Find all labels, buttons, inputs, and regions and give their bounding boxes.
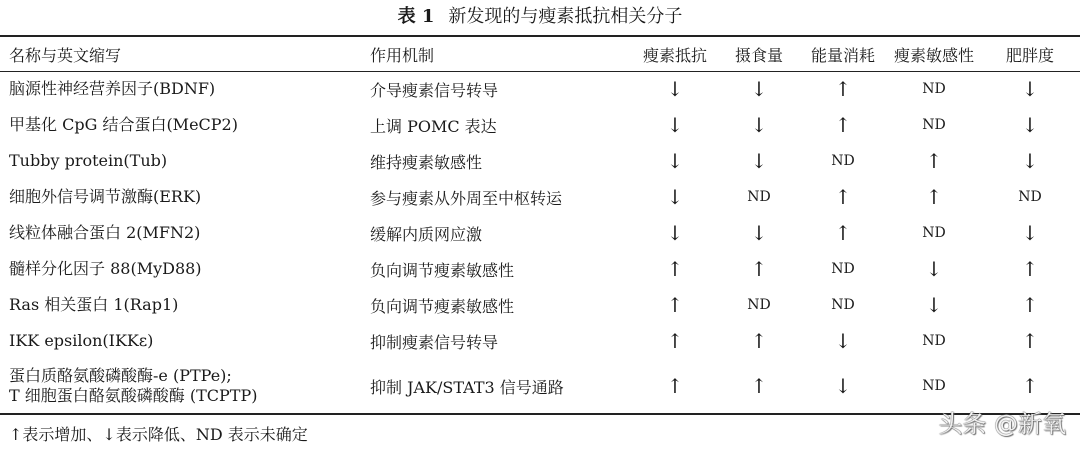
watermark: 头条 @新氧	[938, 410, 1066, 438]
cell-resistance: ↑	[666, 329, 684, 353]
cell-sensitivity: ND	[922, 117, 946, 133]
cell-resistance: ↑	[666, 374, 684, 398]
cell-obesity: ↑	[1021, 329, 1039, 353]
cell-resistance: ↓	[666, 185, 684, 209]
cell-sensitivity: ↑	[925, 149, 943, 173]
cell-name	[0, 143, 370, 179]
cell-obesity: ↑	[1021, 374, 1039, 398]
table-title: 新发现的与瘦素抵抗相关分子	[448, 6, 683, 27]
cell-obesity: ↑	[1021, 293, 1039, 317]
cell-sensitivity: ND	[922, 378, 946, 394]
cell-name	[0, 107, 370, 143]
cell-name	[0, 179, 370, 215]
cell-intake: ↑	[750, 257, 768, 281]
name-line: 线粒体融合蛋白 2(MFN2)	[9, 223, 201, 242]
cell-mechanism: 负向调节瘦素敏感性	[370, 260, 515, 280]
cell-sensitivity: ↓	[925, 293, 943, 317]
table-row	[0, 71, 1080, 107]
name-line: 细胞外信号调节激酶(ERK)	[9, 187, 202, 206]
table-caption	[0, 6, 1080, 28]
table-header-row	[0, 37, 1080, 71]
cell-mechanism: 缓解内质网应激	[370, 224, 483, 244]
cell-mechanism: 维持瘦素敏感性	[370, 152, 483, 172]
header-resistance: 瘦素抵抗	[642, 45, 707, 65]
table-row	[0, 215, 1080, 251]
cell-energy: ↑	[834, 221, 852, 245]
name-line: T 细胞蛋白酪氨酸磷酸酶 (TCPTP)	[9, 386, 258, 405]
cell-intake: ↑	[750, 329, 768, 353]
name-line: IKK epsilon(IKKε)	[9, 331, 154, 350]
cell-name	[0, 215, 370, 251]
name-line: 脑源性神经营养因子(BDNF)	[9, 79, 216, 98]
cell-name	[0, 323, 370, 359]
cell-energy: ND	[831, 153, 855, 169]
cell-mechanism: 上调 POMC 表达	[370, 116, 497, 136]
cell-obesity: ↓	[1021, 149, 1039, 173]
header-energy: 能量消耗	[810, 45, 875, 65]
cell-resistance: ↓	[666, 149, 684, 173]
cell-resistance: ↑	[666, 293, 684, 317]
table-row	[0, 107, 1080, 143]
name-line: 蛋白质酪氨酸磷酸酶-e (PTPe);	[9, 366, 232, 385]
table-row	[0, 251, 1080, 287]
cell-name	[0, 287, 370, 323]
bottom-rule	[0, 413, 1080, 415]
table-row	[0, 287, 1080, 323]
cell-mechanism: 介导瘦素信号转导	[370, 80, 499, 100]
cell-sensitivity: ND	[922, 225, 946, 241]
table-row	[0, 359, 1080, 413]
table-footnote: ↑表示增加、↓表示降低、ND 表示未确定	[9, 425, 308, 444]
name-line: 髓样分化因子 88(MyD88)	[9, 259, 202, 278]
cell-obesity: ↓	[1021, 221, 1039, 245]
cell-resistance: ↓	[666, 221, 684, 245]
cell-sensitivity: ↑	[925, 185, 943, 209]
cell-energy: ND	[831, 261, 855, 277]
cell-intake: ND	[747, 189, 771, 205]
cell-intake: ↓	[750, 77, 768, 101]
cell-intake: ↓	[750, 221, 768, 245]
cell-name	[0, 251, 370, 287]
table-row	[0, 323, 1080, 359]
cell-resistance: ↓	[666, 113, 684, 137]
name-line: Tubby protein(Tub)	[9, 151, 168, 170]
cell-energy: ↑	[834, 77, 852, 101]
header-name: 名称与英文缩写	[9, 45, 122, 65]
cell-intake: ↑	[750, 374, 768, 398]
name-line: 甲基化 CpG 结合蛋白(MeCP2)	[9, 115, 238, 134]
cell-resistance: ↑	[666, 257, 684, 281]
cell-obesity: ND	[1018, 189, 1042, 205]
header-obesity: 肥胖度	[1005, 45, 1054, 65]
cell-name	[0, 71, 370, 107]
cell-sensitivity: ND	[922, 333, 946, 349]
cell-energy: ↑	[834, 185, 852, 209]
header-sensitivity: 瘦素敏感性	[893, 45, 974, 65]
table-number: 表 1	[397, 6, 435, 27]
header-intake: 摄食量	[734, 45, 783, 65]
molecule-table	[0, 37, 1080, 413]
cell-intake: ↓	[750, 149, 768, 173]
table-row	[0, 179, 1080, 215]
cell-mechanism: 抑制 JAK/STAT3 信号通路	[370, 377, 564, 397]
cell-obesity: ↑	[1021, 257, 1039, 281]
table-body	[0, 71, 1080, 413]
cell-energy: ND	[831, 297, 855, 313]
cell-mechanism: 负向调节瘦素敏感性	[370, 296, 515, 316]
header-mechanism: 作用机制	[370, 45, 435, 65]
cell-mechanism: 参与瘦素从外周至中枢转运	[370, 188, 563, 208]
table-row	[0, 143, 1080, 179]
cell-intake: ND	[747, 297, 771, 313]
cell-intake: ↓	[750, 113, 768, 137]
cell-obesity: ↓	[1021, 77, 1039, 101]
cell-obesity: ↓	[1021, 113, 1039, 137]
cell-sensitivity: ↓	[925, 257, 943, 281]
cell-energy: ↓	[834, 374, 852, 398]
cell-resistance: ↓	[666, 77, 684, 101]
cell-energy: ↑	[834, 113, 852, 137]
cell-mechanism: 抑制瘦素信号转导	[370, 332, 499, 352]
cell-energy: ↓	[834, 329, 852, 353]
cell-name	[0, 359, 370, 413]
cell-sensitivity: ND	[922, 81, 946, 97]
name-line: Ras 相关蛋白 1(Rap1)	[9, 295, 179, 314]
